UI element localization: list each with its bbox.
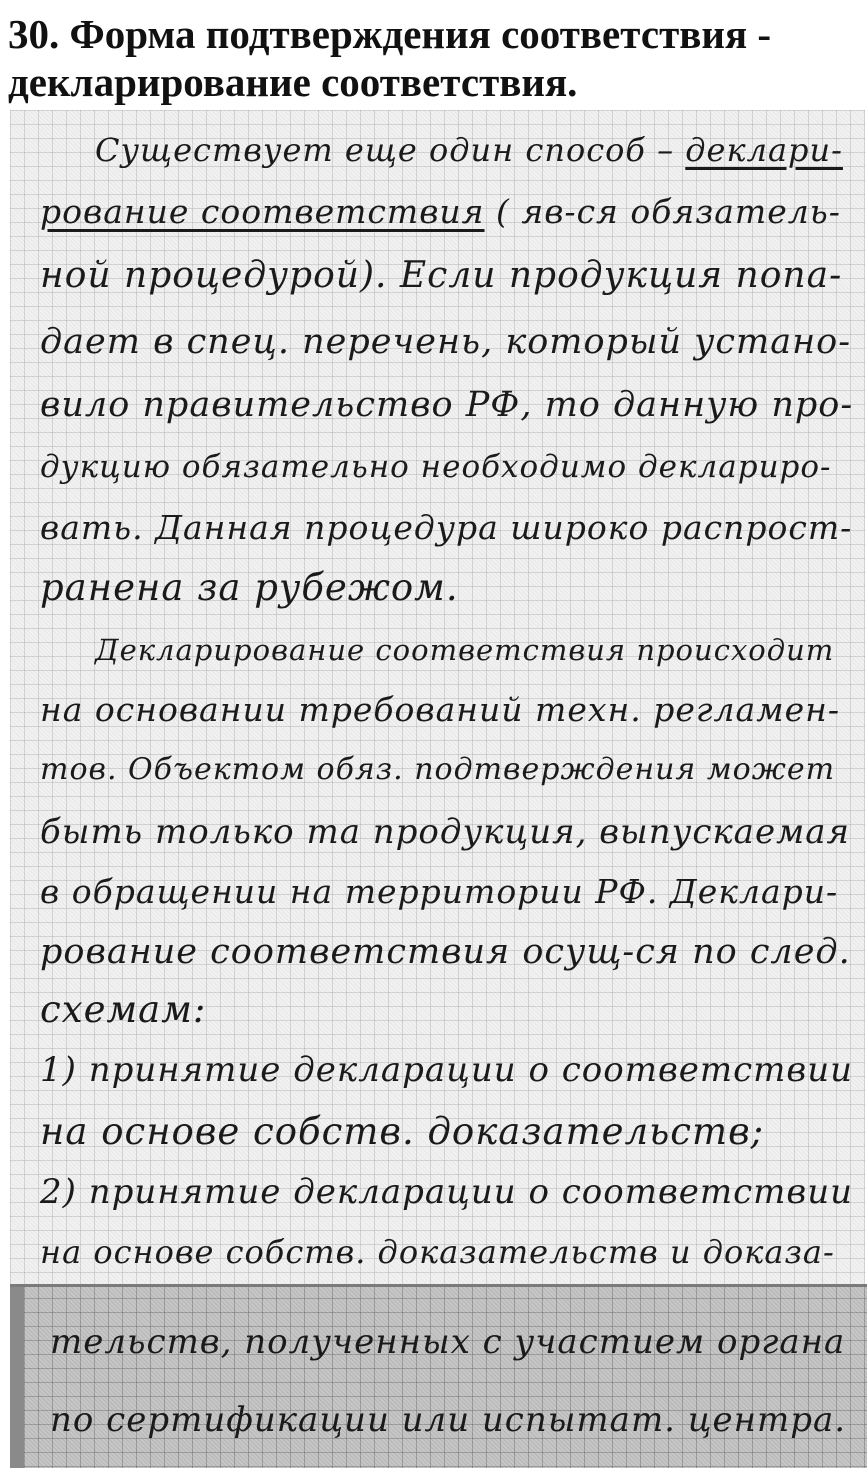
handwritten-line: ранена за рубежом. bbox=[40, 566, 459, 609]
underlined-term: деклари- bbox=[685, 131, 843, 169]
handwritten-line: тов. Объектом обяз. подтверждения может bbox=[40, 752, 836, 787]
line-text: Существует еще один способ – bbox=[95, 131, 686, 169]
handwritten-line: тельств, полученных с участием органа bbox=[50, 1322, 846, 1362]
handwritten-line: по сертификации или испытат. центра. bbox=[50, 1400, 847, 1440]
page-fold-edge bbox=[10, 1284, 24, 1468]
notebook-page-lower bbox=[10, 1284, 867, 1468]
list-item: 1) принятие декларации о соответствии bbox=[40, 1050, 854, 1090]
title-line-1: 30. Форма подтверждения соответствия - bbox=[8, 11, 772, 57]
handwritten-line: схемам: bbox=[40, 988, 207, 1031]
page-fold-line bbox=[10, 1284, 867, 1287]
list-item: 2) принятие декларации о соответствии bbox=[40, 1172, 854, 1212]
handwritten-line: вило правительство РФ, то данную про- bbox=[40, 385, 854, 425]
line-text: ( яв-ся обязатель- bbox=[484, 192, 841, 231]
handwritten-line bbox=[95, 130, 845, 170]
handwritten-line: ной процедурой). Если продукция попа- bbox=[40, 255, 843, 296]
handwritten-line: дает в спец. перечень, который устано- bbox=[40, 322, 852, 362]
handwritten-line: на основе собств. доказательств; bbox=[40, 1110, 765, 1153]
page-title bbox=[8, 10, 858, 106]
handwritten-line: на основании требований техн. регламен- bbox=[40, 690, 840, 729]
handwritten-line: вать. Данная процедура широко распрост- bbox=[40, 508, 853, 547]
handwritten-line: дукцию обязательно необходимо деклариро- bbox=[40, 449, 832, 485]
title-line-2: декларирование соответствия. bbox=[8, 59, 578, 105]
handwritten-line: рование соответствия осущ-ся по след. bbox=[40, 932, 851, 972]
handwritten-line: в обращении на территории РФ. Деклари- bbox=[40, 872, 839, 911]
handwritten-line: Декларирование соответствия происходит bbox=[95, 633, 835, 667]
handwritten-line bbox=[40, 192, 840, 232]
handwritten-line: на основе собств. доказательств и доказа- bbox=[40, 1233, 835, 1271]
underlined-term: рование соответствия bbox=[40, 192, 485, 231]
handwritten-line: быть только та продукция, выпускаемая bbox=[40, 812, 851, 852]
